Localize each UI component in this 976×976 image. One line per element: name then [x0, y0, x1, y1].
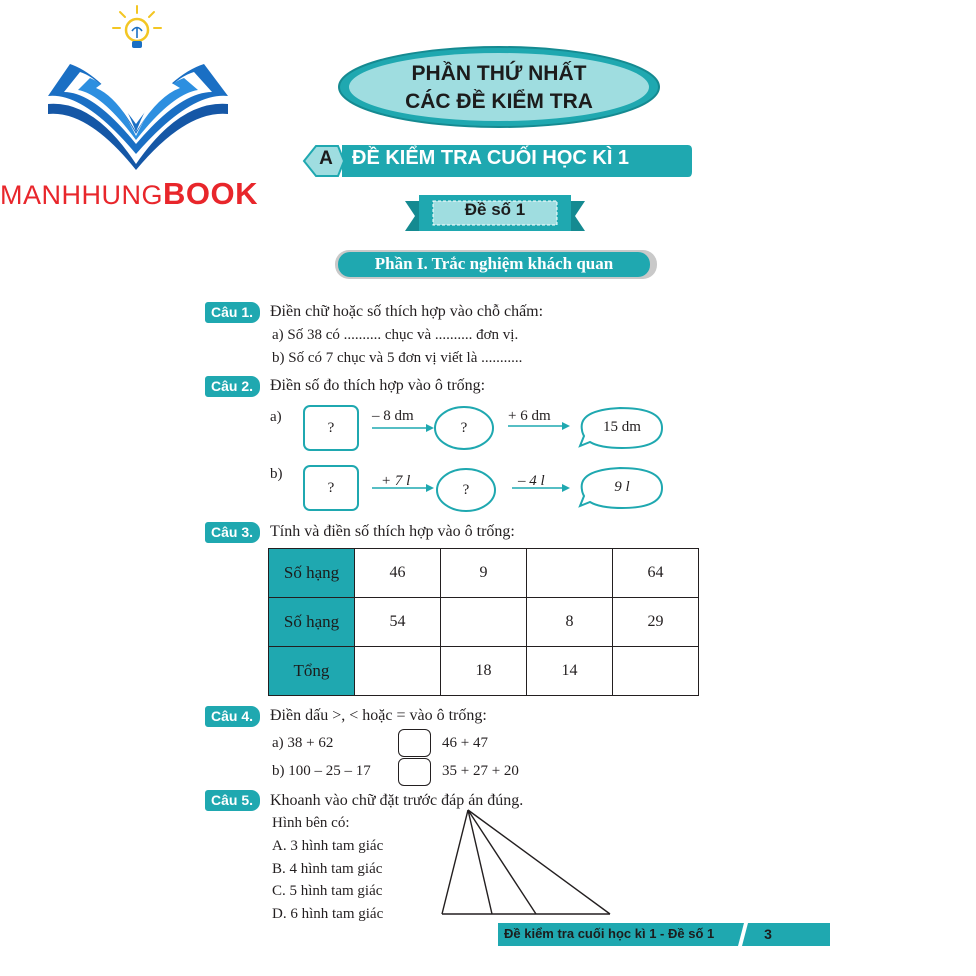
table-cell-header: Số hạng [269, 598, 355, 647]
footer-text: Đề kiểm tra cuối học kì 1 - Đề số 1 [504, 926, 715, 941]
table-cell[interactable] [441, 598, 527, 647]
q4-label: Câu 4. [205, 706, 260, 727]
page-number: 3 [764, 926, 772, 942]
q3-label: Câu 3. [205, 522, 260, 543]
q2-b-op2: – 4 l [518, 473, 545, 489]
table-cell[interactable]: 29 [613, 598, 699, 647]
exam-number: Đề số 1 [464, 200, 526, 219]
table-cell[interactable]: 54 [355, 598, 441, 647]
q5-option-c[interactable]: C. 5 hình tam giác [272, 883, 383, 899]
q2-a-op1: – 8 dm [372, 408, 414, 424]
brand-name-part1: MANHHUNG [0, 180, 163, 210]
part-title [336, 44, 662, 154]
table-row [269, 598, 699, 647]
table-cell[interactable] [527, 549, 613, 598]
q5-option-d[interactable]: D. 6 hình tam giác [272, 906, 384, 922]
q5-option-a[interactable]: A. 3 hình tam giác [272, 838, 384, 854]
brand-name [0, 176, 258, 212]
q4-a-answer-box[interactable] [398, 729, 431, 757]
table-cell-header: Tổng [269, 647, 355, 696]
q3-table [268, 548, 699, 696]
q2-a-box1: ? [327, 420, 335, 436]
q1-part-a: a) Số 38 có .......... chục và .......... đơn vị. [272, 327, 519, 343]
q2-label: Câu 2. [205, 376, 260, 397]
table-cell[interactable]: 18 [441, 647, 527, 696]
q4-b-right: 35 + 27 + 20 [442, 763, 519, 779]
q4-a-right: 46 + 47 [442, 735, 488, 751]
q2-a-box2: ? [460, 420, 468, 436]
q4-b-left: b) 100 – 25 – 17 [272, 763, 371, 779]
part-title-line1: PHẦN THỨ NHẤT [411, 62, 587, 85]
q2-row-a-label: a) [270, 409, 282, 425]
lightbulb-book-logo-icon [40, 4, 240, 174]
table-cell-header: Số hạng [269, 549, 355, 598]
section-letter: A [319, 148, 333, 169]
table-cell[interactable] [613, 647, 699, 696]
part-title-line2: CÁC ĐỀ KIỂM TRA [405, 90, 593, 113]
brand-name-part2: BOOK [163, 176, 258, 211]
part-heading: Phần I. Trắc nghiệm khách quan [374, 254, 614, 273]
logo [40, 4, 240, 174]
table-cell[interactable] [355, 647, 441, 696]
q2-b-box1: ? [327, 480, 335, 496]
table-cell[interactable]: 9 [441, 549, 527, 598]
q2-text: Điền số đo thích hợp vào ô trống: [270, 377, 486, 394]
table-cell[interactable]: 64 [613, 549, 699, 598]
q5-label: Câu 5. [205, 790, 260, 811]
q2-b-box2: ? [462, 482, 470, 498]
table-row [269, 647, 699, 696]
q2-b-result: 9 l [614, 479, 630, 495]
q2-b-op1: + 7 l [381, 473, 411, 489]
q5-option-b[interactable]: B. 4 hình tam giác [272, 861, 383, 877]
table-cell[interactable]: 14 [527, 647, 613, 696]
q2-a-result: 15 dm [603, 419, 641, 435]
table-row [269, 549, 699, 598]
triangle-figure [440, 806, 616, 918]
table-cell[interactable]: 46 [355, 549, 441, 598]
q1-label: Câu 1. [205, 302, 260, 323]
q2-a-op2: + 6 dm [508, 408, 551, 424]
section-title: ĐỀ KIỂM TRA CUỐI HỌC KÌ 1 [352, 147, 630, 169]
q2-row-b-label: b) [270, 466, 283, 482]
q3-text: Tính và điền số thích hợp vào ô trống: [270, 523, 515, 540]
q1-part-b: b) Số có 7 chục và 5 đơn vị viết là ........... [272, 350, 523, 366]
q1-text: Điền chữ hoặc số thích hợp vào chỗ chấm: [270, 303, 544, 320]
q4-text: Điền dấu >, < hoặc = vào ô trống: [270, 707, 487, 724]
q5-subtext: Hình bên có: [272, 815, 350, 831]
q5-text: Khoanh vào chữ đặt trước đáp án đúng. [270, 792, 524, 809]
q4-a-left: a) 38 + 62 [272, 735, 334, 751]
table-cell[interactable]: 8 [527, 598, 613, 647]
q4-b-answer-box[interactable] [398, 758, 431, 786]
